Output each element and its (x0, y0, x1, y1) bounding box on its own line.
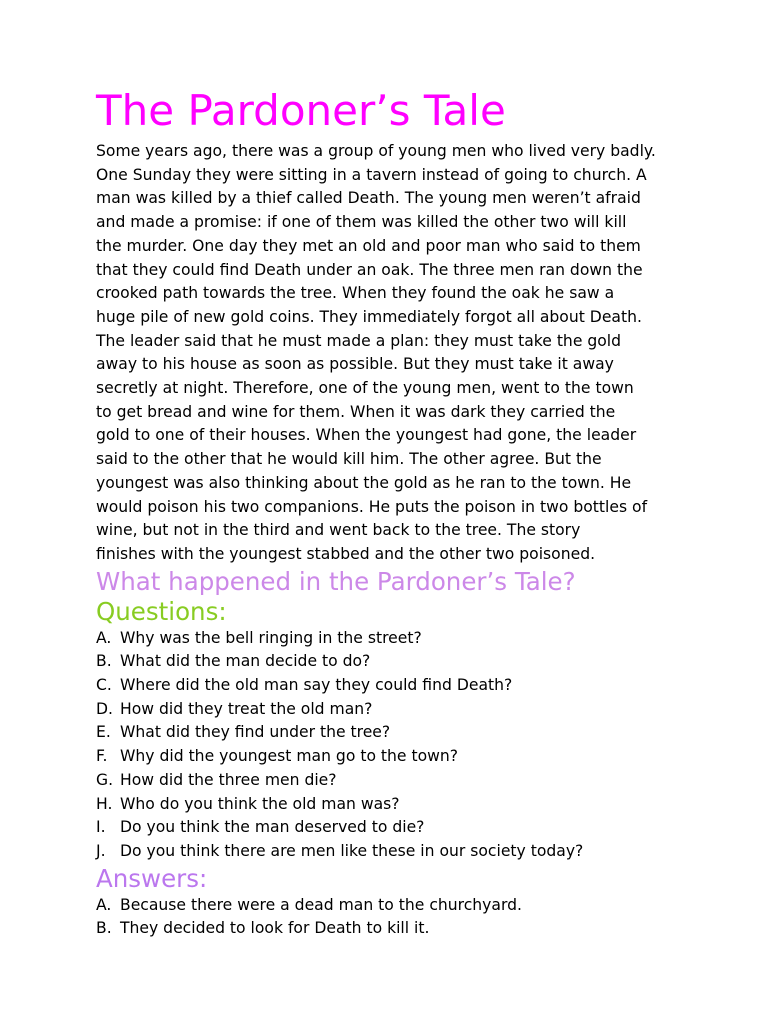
questions-heading: Questions: (96, 596, 227, 626)
list-marker: G. (96, 770, 114, 789)
story-line: gold to one of their houses. When the youngest had gone, the leader (96, 426, 637, 445)
story-paragraph (96, 140, 706, 567)
list-item (96, 698, 706, 722)
question-text: Why was the bell ringing in the street? (120, 628, 422, 647)
list-marker: E. (96, 723, 111, 742)
question-text: Who do you think the old man was? (120, 794, 400, 813)
story-line: youngest was also thinking about the gold as he ran to the town. He (96, 473, 632, 492)
subheading-what-happened: What happened in the Pardoner’s Tale? (96, 566, 576, 596)
list-marker: A. (96, 628, 112, 647)
story-line: Some years ago, there was a group of young men who lived very badly. (96, 142, 656, 160)
list-item (96, 674, 706, 698)
story-line: man was killed by a thief called Death. The young men weren’t afraid (96, 189, 641, 208)
questions-list (96, 627, 706, 864)
list-item (96, 894, 706, 918)
answer-text: Because there were a dead man to the churchyard. (120, 895, 522, 914)
story-line: away to his house as soon as possible. But they must take it away (96, 355, 614, 374)
list-item (96, 917, 706, 941)
story-line: huge pile of new gold coins. They immediately forgot all about Death. (96, 307, 642, 326)
story-line: wine, but not in the third and went back to the tree. The story (96, 521, 581, 540)
list-item (96, 745, 706, 769)
list-item (96, 721, 706, 745)
question-text: What did they find under the tree? (120, 723, 391, 742)
document-title: The Pardoner’s Tale (96, 86, 506, 135)
list-item (96, 769, 706, 793)
list-marker: A. (96, 895, 112, 914)
question-text: Why did the youngest man go to the town? (120, 747, 459, 766)
list-marker: B. (96, 919, 112, 938)
story-line: that they could find Death under an oak. The three men ran down the (96, 260, 643, 279)
list-marker: J. (96, 841, 106, 860)
document-page (96, 86, 706, 941)
answers-list (96, 894, 706, 941)
list-marker: C. (96, 676, 112, 695)
question-text: Do you think there are men like these in our society today? (120, 841, 584, 860)
story-line: and made a promise: if one of them was killed the other two will kill (96, 213, 627, 232)
story-line: finishes with the youngest stabbed and the other two poisoned. (96, 544, 596, 563)
list-item (96, 627, 706, 651)
list-marker: I. (96, 818, 106, 837)
story-line: The leader said that he must made a plan: they must take the gold (96, 331, 622, 350)
question-text: What did the man decide to do? (120, 652, 371, 671)
answers-heading: Answers: (96, 863, 208, 893)
list-item (96, 650, 706, 674)
answer-text: They decided to look for Death to kill it. (120, 919, 430, 938)
list-marker: F. (96, 747, 108, 766)
question-text: How did the three men die? (120, 770, 337, 789)
story-line: to get bread and wine for them. When it was dark they carried the (96, 402, 616, 421)
question-text: Where did the old man say they could find Death? (120, 676, 513, 695)
story-line: crooked path towards the tree. When they found the oak he saw a (96, 284, 615, 303)
story-line: would poison his two companions. He puts the poison in two bottles of (96, 497, 648, 516)
question-text: How did they treat the old man? (120, 699, 373, 718)
story-line: the murder. One day they met an old and poor man who said to them (96, 236, 641, 255)
list-item (96, 793, 706, 817)
story-line: said to the other that he would kill him. The other agree. But the (96, 450, 602, 469)
story-line: secretly at night. Therefore, one of the young men, went to the town (96, 379, 634, 398)
list-marker: B. (96, 652, 112, 671)
story-line: One Sunday they were sitting in a tavern instead of going to church. A (96, 165, 647, 184)
list-marker: D. (96, 699, 113, 718)
list-item (96, 816, 706, 840)
list-item (96, 840, 706, 864)
list-marker: H. (96, 794, 113, 813)
question-text: Do you think the man deserved to die? (120, 818, 425, 837)
